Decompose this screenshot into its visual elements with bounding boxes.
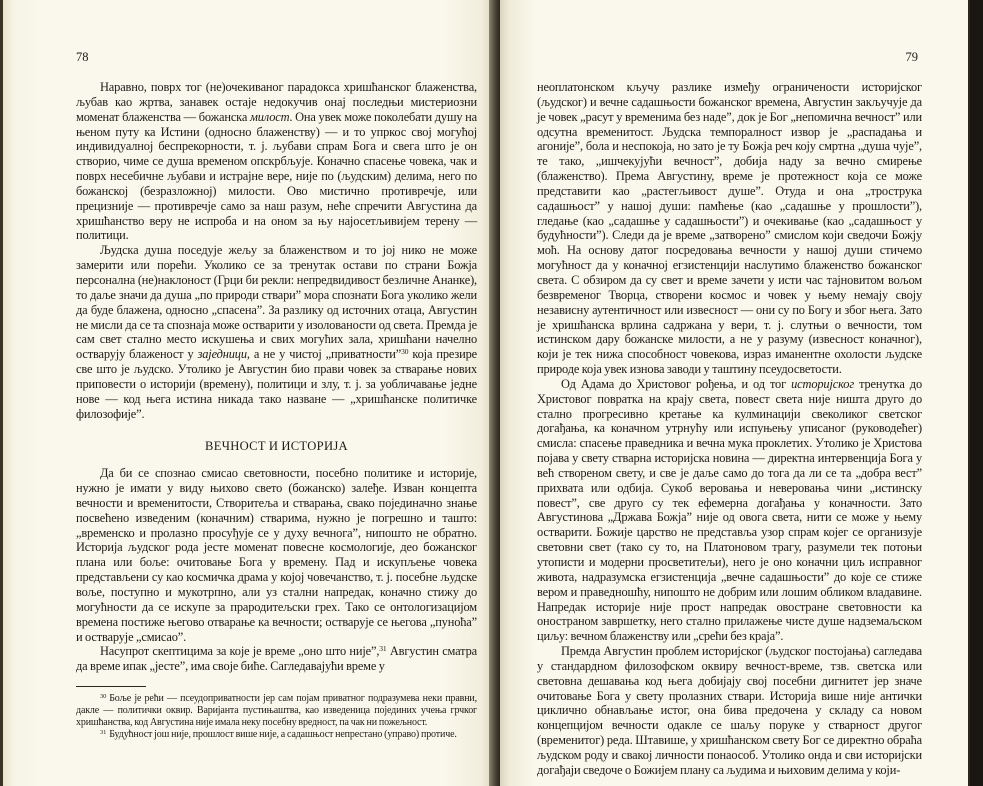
- footnote-number: 31: [100, 729, 107, 737]
- emphasized-word: историјског: [791, 376, 854, 391]
- paragraph-text: Људска душа поседује жељу за блаженством и то јој нико не може замерити или порећи. Уколико се за тренутак остави по страни Божја персонална (не)наклоност (Грци би рекли: непредвидивост безличне Ананке), то даље значи да душа „по природи ствари” мора спознати Бога уколико жели да буде блажена, односно „спасена”. За разлику од источних отаца, Августин не мисли да се та спознаја може остварити у изолованости од света. Премда је сам свет стално место искушења и свих могућих зала, хришћани начелно остварују блаженост у: [76, 243, 477, 362]
- right-page: [500, 0, 970, 786]
- page-number-left: 78: [76, 50, 89, 64]
- emphasized-word: милост: [250, 109, 290, 124]
- paragraph-text: тренутка до Христовог повратка на крају света, повест света није ништа друго до стално прогресивно кретање ка кулминацији свеколиког светског догађања, ка коначном утрнућу или испуњењу уписаног (руководећег) смисла: спасење праведника и вечна мука проклетих. Утолико је Христова појава у свету стварна историјска новина — директна интервенција Бога у већ створеном свету, и све је даље само до тога да ли се та „добра вест” прихвата или одбија. Сукоб веровања и неверовања чини „истинску повест”, све друго су тек ефемерна догађања у коначности. Зато Августинова „Држава Божја” није од овога света, нити се може у њему остварити. Божије царство не представља узор спрам којег се организује световни свет (тако су то, на Платоновом трагу, разумели тек потоњи утописти и модерни просветитељи), него је оно коначни циљ исправног живота, надразумска егзистенција „вечне садашњости” до које се стиже вером и праведношћу, нипошто не добрим или лошим обликом владавине. Напредак историје није прост напредак овостране световности ка оностраном завршетку, него стално прилажење чисте душе надземаљском циљу: вечном блаженству или „срећи без краја”.: [537, 376, 923, 644]
- paragraph-text: Наравно, поврх тог (не)очекиваног парадокса хришћанског блаженства, љубав као жртва, занавек остаје недокучив онај последњи мистериозни моменат блаженства — божанска: [76, 80, 477, 124]
- paragraph-text: Насупрот скептицима за које је време „оно што није”,: [100, 644, 380, 659]
- footnotes: [76, 693, 477, 741]
- book-gutter: [489, 0, 500, 786]
- left-page-body: [76, 80, 477, 741]
- page-number-right: 79: [905, 50, 918, 64]
- book-edge-right: [970, 0, 983, 786]
- paragraph: Премда Августин проблем историјског (људског постојања) сагледава у стандардном филозофском оквиру вечност-време, тзв. светска или световна дешавања код њега добијају свој посебни дигнитет јер значе очитовање Бога у свету пролазних ствари. Историја више није антички циклично обнављање истог, она бива предочена у складу са новом концепцијом вечности одакле се шаљу поруке у стварност другог (временитог) реда. Штавише, у хришћанском свету Бог се директно обраћа људском роду и свакој личности понаособ. Утолико онда и сви историјски догађаји сведоче о Божијем плану са људима и њиховим делима у који-: [537, 644, 922, 777]
- paragraph: [76, 644, 477, 674]
- footnote-ref-30: 30: [401, 347, 409, 357]
- paragraph-text: Августин сматра да време ипак „јесте”, има своје биће. Сагледавајући време у: [76, 644, 477, 674]
- paragraph: [76, 243, 477, 421]
- footnote-number: 30: [100, 693, 107, 701]
- left-page: [0, 0, 489, 786]
- section-heading: ВЕЧНОСТ И ИСТОРИЈА: [205, 439, 348, 454]
- paragraph-text: . Она увек може поколебати душу на њеном путу ка Истини (односно блаженству) — и то упркос свој могућој индивидуалној беспрекорности, т. ј. љубави спрам Бога и свега што је он створио, чиме се душа временом опскрбљује. Коначно спасење човека, чак и поврх несебичне љубави и истрајне вере, није по (људским) делима, него по божанској (безразложној) милости. Ово мистично противречје, или прецизније — противречје само за наш разум, неће спречити Августина да хришћанство веру не испроба и на оном за њу најосетљивијем терену — политици.: [76, 109, 477, 243]
- footnote-divider: [76, 686, 146, 687]
- right-page-body: [537, 80, 922, 778]
- footnote-ref-31: 31: [379, 644, 387, 654]
- paragraph: [76, 80, 477, 243]
- footnote-31: [76, 729, 477, 741]
- paragraph-text: Од Адама до Христовог рођења, и од тог: [561, 376, 792, 391]
- paragraph: неоплатонском кључу разлике између ограничености историјског (људског) и вечне садашњости божанског времена, Августин закључује да је човек „расут у временима без наде”, док је Бог „непомична вечност” или одсутна временитост. Људска темпоралност извор је „распадања и агоније”, бола и неспокоја, но зато је ту Божја реч коју смртна „душа чује”, те тако, „ишчекујући вечност”, добија наду за вечно смирење (блаженство). Према Августину, време је протежност која се може представити као „растегљивост душе”. Отуда и она „трострука садашњост” у нашој души: памћење (као „садашње у прошлости”), гледање (као „садашње у садашњости”) и очекивање (као „садашњост у будућности”). Следи да је време „затворено” смислом који сведочи Божју моћ. На основу датог посредовања вечности у нашој души стичемо могућност да у коначној егзистенцији наслутимо блаженство божанског света. С обзиром да су свет и време зачети у исти час тајновитом вољом безвременог Творца, створени космос и човек у њему немају своју независну аутентичност или извесност — они су по Богу и због њега. Зато је хришћанска врлина садржана у вери, т. ј. слутњи о вечности, том истинском дару божанске милости, а не у разуму (извесност коначног), који је тек нижа способност човекова, израз иманентне охолости људске природе која увек изнова заводи у таштину псеудосветости.: [537, 80, 922, 377]
- footnote-30: [76, 693, 477, 729]
- paragraph-text: , а не у чистој „приватности”: [246, 347, 402, 362]
- emphasized-word: заједници: [197, 347, 247, 362]
- paragraph: Да би се спознао смисао световности, посебно политике и историје, нужно је имати у виду њихово свето (божанско) залеђе. Изван концепта вечности и временитости, Створитеља и стварања, свако појединачно знање посвећено изведеним (коначним) стварима, нужно је погрешно и таштo: „временско и пролазно просуђује се у духу вечнога”, нипошто не обратно. Историја људског рода јесте моменат повесне космологије, део божанског плана или боље: очитовање Бога у времену. Пад и искупљење човека представљени су као космичка драма у којој човечанство, т. ј. посебне људске воље, поступно и мукотрпно, али уз стални напредак, коначно стижу до могућности да се искупе за прародитељски грех. Тако се онтологизацијом времена постиже његово отварање ка вечности; остварује се његова „пуноћа” и остварује „смисао”.: [76, 466, 477, 644]
- paragraph: [537, 377, 922, 644]
- footnote-text: Боље је рећи — псеудоприватности јер сам појам приватног подразумева неки правни, дакле — политички оквир. Варијанта пустињаштва, као изведеница појединих учења грчког хришћанства, код Августина није имала неку посебну вредност, па чак ни пожељност.: [76, 693, 477, 729]
- footnote-text: Будућност још није, прошлост више није, а садашњост непрестано (управо) протиче.: [109, 729, 457, 741]
- paragraph-text: која презире све што је људско. Утолико је Августин био прави човек за стварање нових приповести о историји (времену), политици и злу, т. ј. за уобличавање једне нове — код њега истина никада тако назване — „хришћанске политичке филозофије”.: [76, 347, 477, 421]
